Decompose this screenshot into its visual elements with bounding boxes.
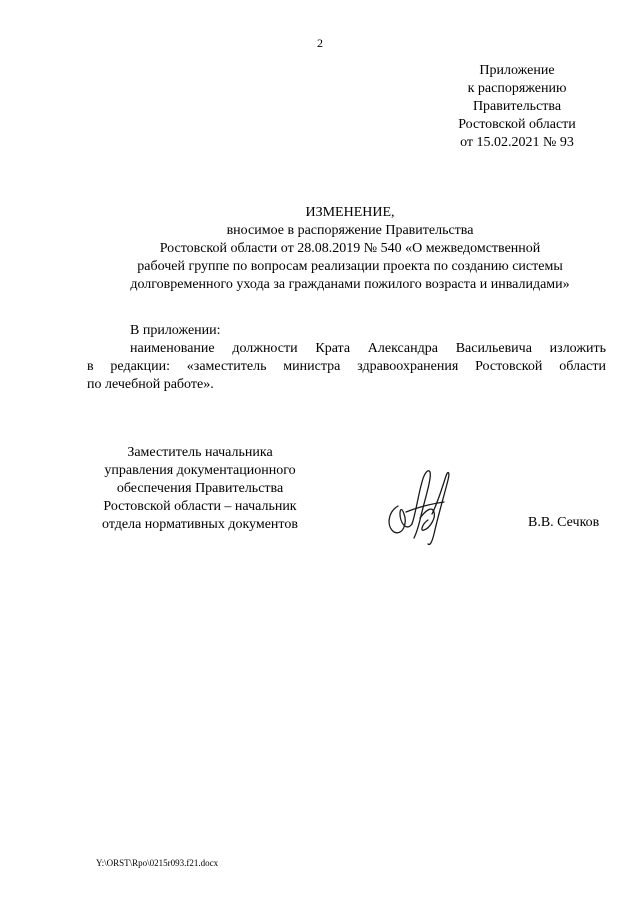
heading-line: вносимое в распоряжение Правительства [226,223,474,238]
signer-name: В.В. Сечков [528,515,600,530]
document-heading [60,204,640,294]
signer-position-line: отдела нормативных документов [102,517,298,532]
file-path-footer: Y:\ORST\Rpo\0215r093.f21.docx [96,858,219,868]
signer-position-line: Ростовской области – начальник [103,499,297,514]
heading-line: рабочей группе по вопросам реализации проекта по созданию системы [137,259,563,274]
appendix-block [442,62,592,152]
body-line: в редакции: «заместитель министра здравоохранения Ростовской области [87,359,606,374]
appendix-line: Приложение [479,63,555,78]
signer-position-line: Заместитель начальника [127,445,273,460]
signer-position [80,444,320,534]
appendix-line: Правительства [472,99,562,114]
appendix-date-line: от 15.02.2021 № 93 [460,135,574,150]
heading-line: долговременного ухода за гражданами пожилого возраста и инвалидами» [130,277,570,292]
body-text [87,322,606,394]
body-intro: В приложении: [130,323,221,338]
signer-position-line: обеспечения Правительства [116,481,284,496]
body-line: наименование должности Крата Александра Васильевича изложить [130,341,606,356]
appendix-line: Ростовской области [458,117,576,132]
page-number: 2 [317,36,323,50]
document-title: ИЗМЕНЕНИЕ, [305,205,395,220]
body-line: по лечебной работе». [87,377,214,392]
handwritten-signature [376,462,456,548]
signer-position-line: управления документационного [104,463,296,478]
heading-line: Ростовской области от 28.08.2019 № 540 «О межведомственной [159,241,541,256]
appendix-line: к распоряжению [467,81,567,96]
